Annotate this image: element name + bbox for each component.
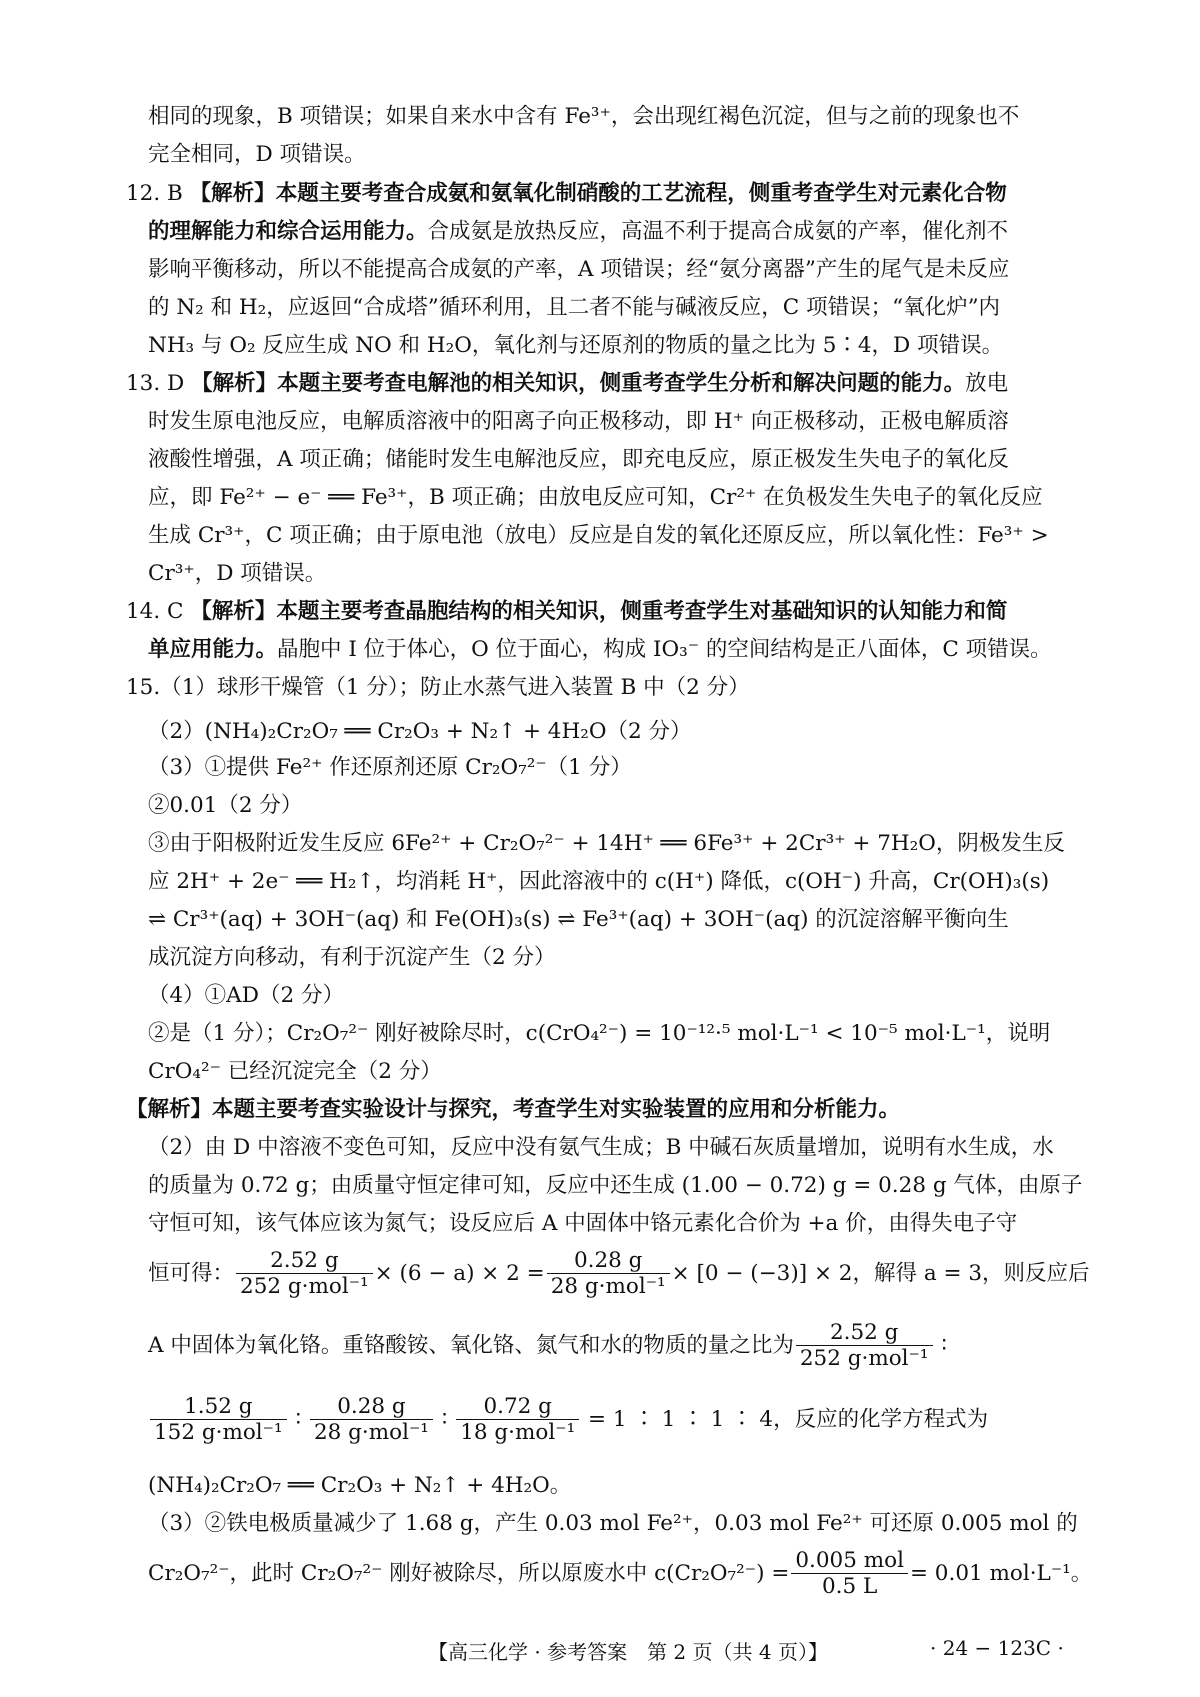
equation-line: （2）(NH₄)₂Cr₂O₇ ══ Cr₂O₃ + N₂↑ + 4H₂O（2 分） (148, 719, 692, 744)
text-line: 相同的现象，B 项错误；如果自来水中含有 Fe³⁺，会出现红褐色沉淀，但与之前的现象也不 (148, 104, 1020, 129)
fraction: $\frac{2.52 g}{\text{252 g·mol⁻¹}}$ (236, 1249, 373, 1300)
question-number: 12. B (126, 181, 183, 206)
formula-line: A 中固体为氧化铬。重铬酸铵、氧化铬、氮气和水的物质的量之比为 $\frac{2.52 g}{\text{252 g·mol⁻¹}}$ ∶ (148, 1319, 947, 1371)
analysis-focus: 本题主要考查合成氨和氨氧化制硝酸的工艺流程，侧重考查学生对元素化合物 (275, 181, 1007, 206)
analysis-header (126, 1096, 900, 1124)
fraction: $\frac{0.28 g}{\text{28 g·mol⁻¹}}$ (547, 1249, 670, 1300)
text-line: （4）①AD（2 分） (148, 983, 344, 1008)
text-line: 时发生原电池反应，电解质溶液中的阳离子向正极移动，即 H⁺ 向正极移动，正极电解质溶 (148, 409, 1009, 434)
text-line: 应，即 Fe²⁺ − e⁻ ══ Fe³⁺，B 项正确；由放电反应可知，Cr²⁺ 在负极发生失电子的氧化反应 (148, 485, 1043, 510)
text-line: （3）①提供 Fe²⁺ 作还原剂还原 Cr₂O₇²⁻（1 分） (148, 755, 632, 780)
footer-title: 【高三化学 · 参考答案 第 2 页（共 4 页）】 (428, 1640, 828, 1664)
text-line: 影响平衡移动，所以不能提高合成氨的产率，A 项错误；经“氨分离器”产生的尾气是未反应 (148, 257, 1010, 282)
q12-header (126, 180, 1007, 208)
text-line: 的 N₂ 和 H₂，应返回“合成塔”循环利用，且二者不能与碱液反应，C 项错误；“氧化炉”内 (148, 295, 1001, 320)
fraction: $\frac{1.52 g}{\text{152 g·mol⁻¹}}$ (150, 1395, 287, 1446)
text-line: 完全相同，D 项错误。 (148, 142, 366, 167)
text-line: 守恒可知，该气体应该为氮气；设反应后 A 中固体中铬元素化合价为 +a 价，由得失电子守 (148, 1211, 1018, 1236)
text-line: NH₃ 与 O₂ 反应生成 NO 和 H₂O，氧化剂与还原剂的物质的量之比为 5∶4，D 项错误。 (148, 333, 1004, 358)
fraction: $\frac{0.28 g}{\text{28 g·mol⁻¹}}$ (310, 1395, 433, 1446)
text-line: Cr³⁺，D 项错误。 (148, 561, 327, 586)
q14-header (126, 598, 1007, 626)
formula-line: $\frac{1.52 g}{\text{152 g·mol⁻¹}}$ ∶ $\frac{0.28 g}{\text{28 g·mol⁻¹}}$ ∶ $\frac{0.72 g}{\text{18 g·mol⁻¹}}$ = 1 ∶ 1 ∶ 1 ∶ 4，反应的化学方程式为 (148, 1392, 988, 1448)
text-line: 的理解能力和综合运用能力。合成氨是放热反应，高温不利于提高合成氨的产率，催化剂不 (148, 219, 1009, 244)
question-number: 13. D (126, 371, 185, 396)
fraction: $\frac{\text{0.005 mol}}{0.5 L}$ (791, 1549, 908, 1600)
text-line: ⇌ Cr³⁺(aq) + 3OH⁻(aq) 和 Fe(OH)₃(s) ⇌ Fe³⁺(aq) + 3OH⁻(aq) 的沉淀溶解平衡向生 (148, 907, 1009, 932)
fraction: $\frac{0.72 g}{\text{18 g·mol⁻¹}}$ (456, 1395, 579, 1446)
text-line: 单应用能力。晶胞中 I 位于体心，O 位于面心，构成 IO₃⁻ 的空间结构是正八面体，C 项错误。 (148, 637, 1052, 662)
text-line: ②是（1 分）；Cr₂O₇²⁻ 刚好被除尽时，c(CrO₄²⁻) = 10⁻¹²·⁵ mol·L⁻¹ < 10⁻⁵ mol·L⁻¹，说明 (148, 1021, 1051, 1046)
fraction: $\frac{2.52 g}{\text{252 g·mol⁻¹}}$ (796, 1321, 933, 1372)
question-number: 14. C (126, 599, 184, 624)
text-line: 成沉淀方向移动，有利于沉淀产生（2 分） (148, 945, 556, 970)
analysis-focus: 本题主要考查电解池的相关知识，侧重考查学生分析和解决问题的能力。 (277, 371, 966, 396)
text-line: （2）由 D 中溶液不变色可知，反应中没有氨气生成；B 中碱石灰质量增加，说明有水生成，水 (148, 1135, 1054, 1160)
text-line: （3）②铁电极质量减少了 1.68 g，产生 0.03 mol Fe²⁺，0.03 mol Fe²⁺ 可还原 0.005 mol 的 (148, 1511, 1078, 1536)
text-line: ②0.01（2 分） (148, 793, 303, 818)
equation-line: (NH₄)₂Cr₂O₇ ══ Cr₂O₃ + N₂↑ + 4H₂O。 (148, 1473, 572, 1498)
text-line: 的质量为 0.72 g；由质量守恒定律可知，反应中还生成 (1.00 − 0.72) g = 0.28 g 气体，由原子 (148, 1173, 1083, 1198)
analysis-tag: 【解析】 (126, 1097, 213, 1122)
analysis-tag: 【解析】 (189, 181, 276, 206)
text-line: ③由于阳极附近发生反应 6Fe²⁺ + Cr₂O₇²⁻ + 14H⁺ ══ 6Fe³⁺ + 2Cr³⁺ + 7H₂O，阴极发生反 (148, 831, 1065, 856)
analysis-tag: 【解析】 (190, 599, 277, 624)
footer-code: · 24 − 123C · (930, 1636, 1064, 1660)
analysis-focus: 本题主要考查晶胞结构的相关知识，侧重考查学生对基础知识的认知能力和简 (276, 599, 1008, 624)
text-line: 液酸性增强，A 项正确；储能时发生电解池反应，即充电反应，原正极发生失电子的氧化反 (148, 447, 1009, 472)
q15-line: 15.（1）球形干燥管（1 分）；防止水蒸气进入装置 B 中（2 分） (126, 675, 750, 700)
formula-line: 恒可得： $\frac{2.52 g}{\text{252 g·mol⁻¹}}$ × (6 − a) × 2 = $\frac{0.28 g}{\text{28 g·mol⁻¹}}$ × [0 − (−3)] × 2，解得 a = 3，则反应后 (148, 1247, 1090, 1299)
text-line: 生成 Cr³⁺，C 项正确；由于原电池（放电）反应是自发的氧化还原反应，所以氧化性：Fe³⁺ > (148, 523, 1049, 548)
formula-line: Cr₂O₇²⁻，此时 Cr₂O₇²⁻ 刚好被除尽，所以原废水中 c(Cr₂O₇²⁻) = $\frac{\text{0.005 mol}}{0.5 L}$ = 0.01 mol·L⁻¹。 (148, 1547, 1093, 1599)
q13-header: 13. D 【解析】本题主要考查电解池的相关知识，侧重考查学生分析和解决问题的能力。放电 (126, 371, 1009, 396)
text-line: CrO₄²⁻ 已经沉淀完全（2 分） (148, 1059, 442, 1084)
analysis-tag: 【解析】 (191, 371, 278, 396)
analysis-focus: 本题主要考查实验设计与探究，考查学生对实验装置的应用和分析能力。 (212, 1097, 901, 1122)
text-line: 应 2H⁺ + 2e⁻ ══ H₂↑，均消耗 H⁺，因此溶液中的 c(H⁺) 降低，c(OH⁻) 升高，Cr(OH)₃(s) (148, 869, 1050, 894)
